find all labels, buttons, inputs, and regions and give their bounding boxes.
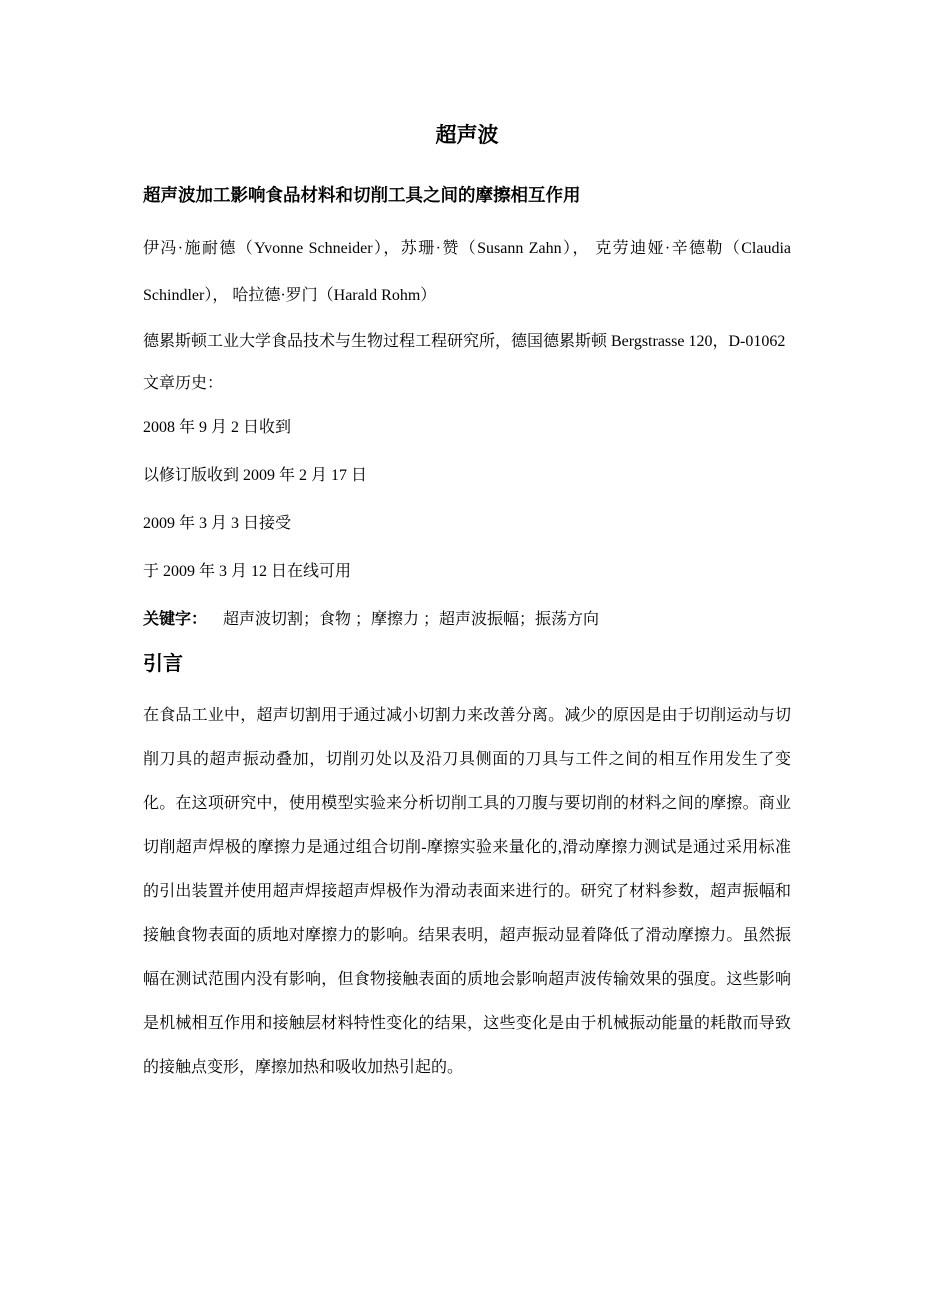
introduction-paragraph: 在食品工业中，超声切割用于通过减小切割力来改善分离。减少的原因是由于切削运动与切削刀具的超声振动叠加，切削刃处以及沿刀具侧面的刀具与工件之间的相互作用发生了变化。在这项研究中，使用模型实验来分析切削工具的刀腹与要切削的材料之间的摩擦。商业切削超声焊极的摩擦力是通过组合切削-摩擦实验来量化的,滑动摩擦力测试是通过采用标准的引出装置并使用超声焊接超声焊极作为滑动表面来进行的。研究了材料参数，超声振幅和接触食物表面的质地对摩擦力的影响。结果表明，超声振动显着降低了滑动摩擦力。虽然振幅在测试范围内没有影响，但食物接触表面的质地会影响超声波传输效果的强度。这些影响是机械相互作用和接触层材料特性变化的结果，这些变化是由于机械振动能量的耗散而导致的接触点变形，摩擦加热和吸收加热引起的。 <box>143 707 791 1076</box>
history-accepted: 2009 年 3 月 3 日接受 <box>143 515 292 532</box>
affiliation-line: 德累斯顿工业大学食品技术与生物过程工程研究所，德国德累斯顿 Bergstrasse 120，D-01062 <box>143 333 786 350</box>
page-title: 超声波 <box>435 124 499 147</box>
keywords-line <box>143 596 791 644</box>
section-heading-introduction: 引言 <box>143 653 183 675</box>
authors-line: 伊冯·施耐德（Yvonne Schneider），苏珊·赞（Susann Zahn）， 克劳迪娅·辛德勒（Claudia Schindler）， 哈拉德·罗门（Harald Rohm） <box>143 240 791 304</box>
article-history-label: 文章历史： <box>143 375 224 392</box>
history-online: 于 2009 年 3 月 12 日在线可用 <box>143 563 352 580</box>
article-heading: 超声波加工影响食品材料和切削工具之间的摩擦相互作用 <box>143 185 581 205</box>
history-revised: 以修订版收到 2009 年 2 月 17 日 <box>143 467 368 484</box>
keywords-label: 关键字： <box>143 611 208 628</box>
history-received: 2008 年 9 月 2 日收到 <box>143 419 292 436</box>
keywords-text: 超声波切割；食物 ；摩擦力 ；超声波振幅；振荡方向 <box>223 611 600 628</box>
